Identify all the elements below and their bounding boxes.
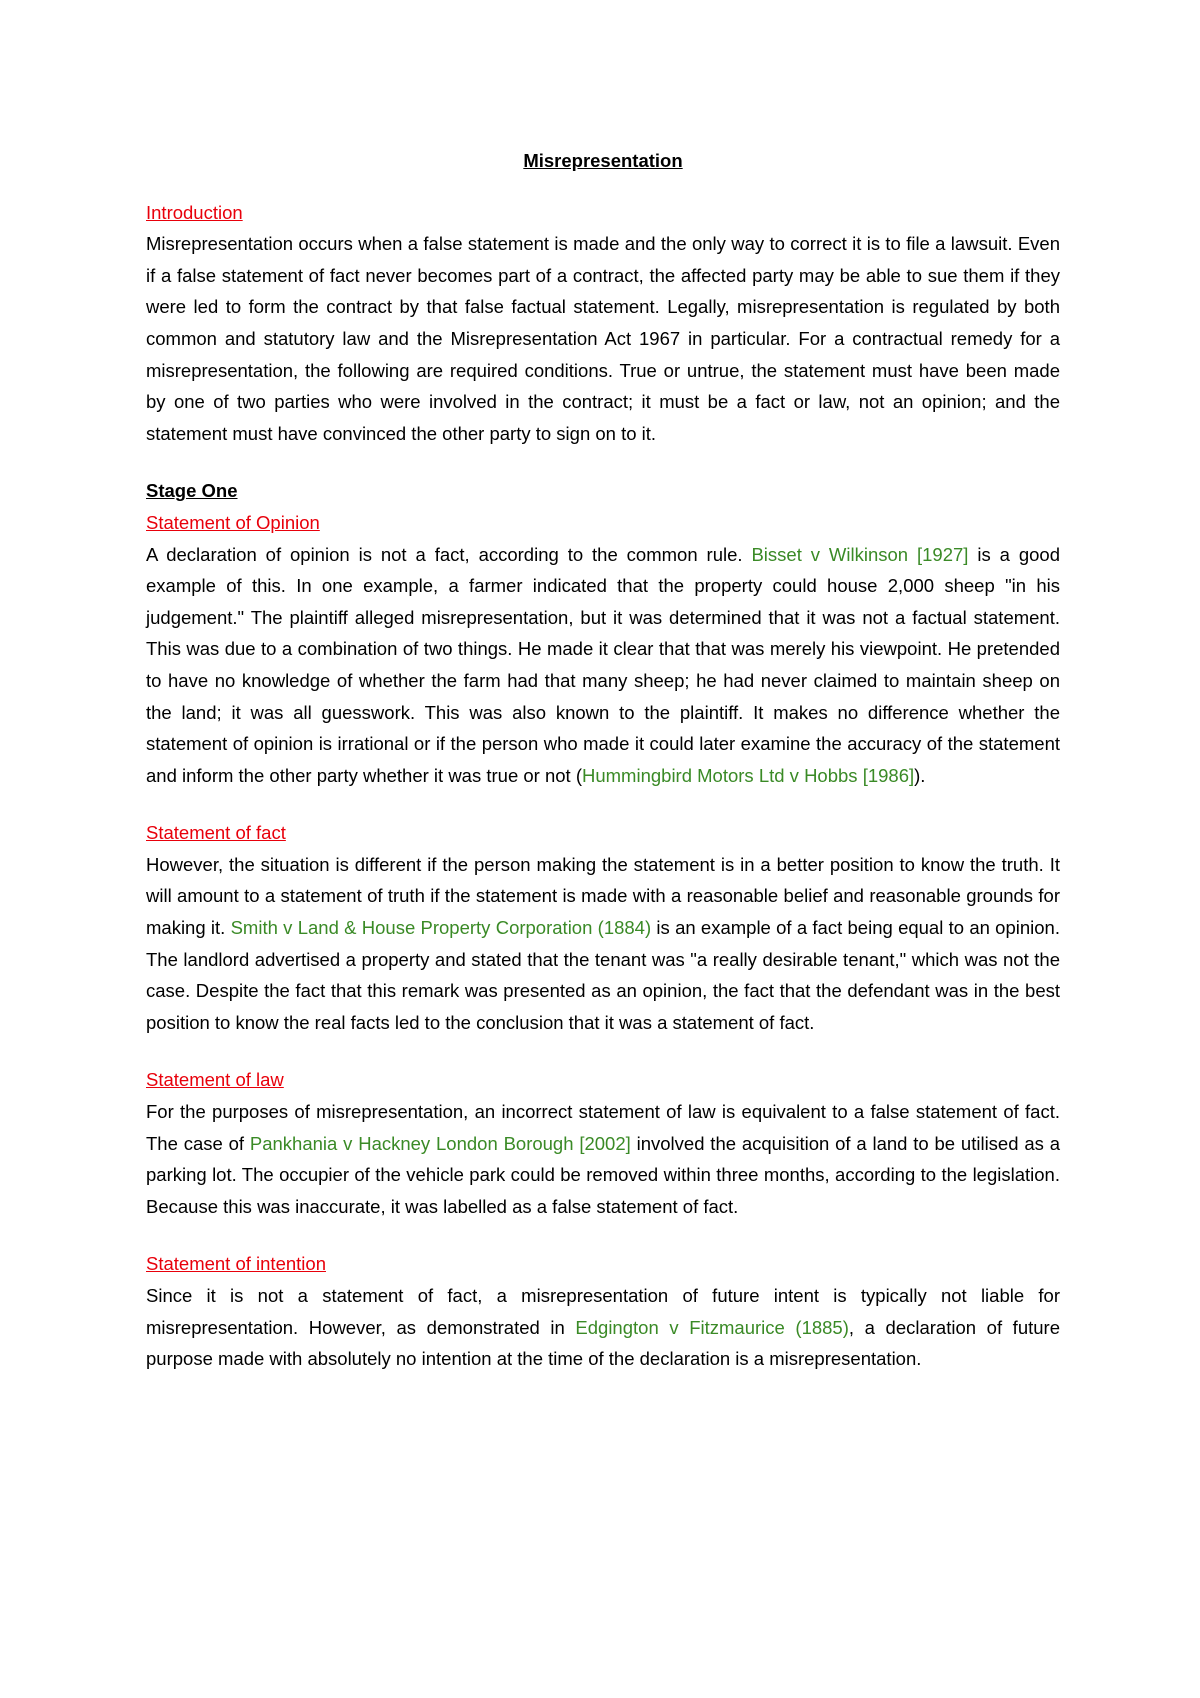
introduction-paragraph: Misrepresentation occurs when a false statement is made and the only way to correct it is to file a lawsuit. Even if a false statement of fact never becomes part of a contract, the affected party may be able to sue them if they were led to form the contract by that false factual statement. Legally, misrepresentation is regulated by both common and statutory law and the Misrepresentation Act 1967 in particular. For a contractual remedy for a misrepresentation, the following are required conditions. True or untrue, the statement must have been made by one of two parties who were involved in the contract; it must be a fact or law, not an opinion; and the statement must have convinced the other party to sign on to it.: [146, 233, 1060, 444]
heading-statement-of-law: Statement of law: [146, 1069, 284, 1091]
case-citation-bisset: Bisset v Wilkinson [1927]: [751, 543, 969, 565]
fact-text-2: is an example of a fact being equal to an opinion. The landlord advertised a property and stated that the tenant was "a really desirable tenant," which was not the case. Despite the fact that this remark was presented as an opinion, the fact that the defendant was in the best position to know the real facts led to the conclusion that it was a statement of fact.: [146, 917, 1060, 1033]
fact-text-1: However, the situation is different if the person making the statement is in a better position to know the truth. It will amount to a statement of truth if the statement is made with a reasonable belief and reasonable grounds for making it.: [146, 853, 1060, 939]
heading-statement-of-opinion: Statement of Opinion: [146, 511, 320, 533]
case-citation-hummingbird: Hummingbird Motors Ltd v Hobbs [1986]: [582, 764, 915, 786]
case-citation-smith: Smith v Land & House Property Corporation (1884): [230, 917, 652, 939]
opinion-text-2: is a good example of this. In one example, a farmer indicated that the property could house 2,000 sheep "in his judgement." The plaintiff alleged misrepresentation, but it was determined that it was not a factual statement. This was due to a combination of two things. He made it clear that that was merely his viewpoint. He pretended to have no knowledge of whether the farm had that many sheep; he had never claimed to maintain sheep on the land; it was all guesswork. This was also known to the plaintiff. It makes no difference whether the statement of opinion is irrational or if the person who made it could later examine the accuracy of the statement and inform the other party whether it was true or not (: [146, 543, 1060, 786]
heading-stage-one: Stage One: [146, 480, 238, 502]
heading-statement-of-intention: Statement of intention: [146, 1253, 326, 1275]
heading-statement-of-fact: Statement of fact: [146, 822, 286, 844]
document-page: [146, 145, 1060, 1401]
case-citation-pankhania: Pankhania v Hackney London Borough [2002]: [249, 1132, 631, 1154]
law-paragraph: [146, 1096, 1060, 1222]
intention-text-1: Since it is not a statement of fact, a misrepresentation of future intent is typically not liable for misrepresentation. However, as demonstrated in: [146, 1285, 1060, 1338]
document-title: Misrepresentation: [523, 150, 683, 171]
fact-paragraph: [146, 849, 1060, 1039]
case-citation-edgington: Edgington v Fitzmaurice (1885): [575, 1316, 849, 1338]
law-text-1: For the purposes of misrepresentation, an incorrect statement of law is equivalent to a false statement of fact. The case of: [146, 1101, 1060, 1154]
law-text-2: involved the acquisition of a land to be utilised as a parking lot. The occupier of the vehicle park could be removed within three months, according to the legislation. Because this was inaccurate, it was labelled as a false statement of fact.: [146, 1132, 1060, 1217]
intention-text-2: , a declaration of future purpose made with absolutely no intention at the time of the declaration is a misrepresentation.: [146, 1316, 1060, 1370]
intention-paragraph: [146, 1280, 1060, 1375]
opinion-text-1: A declaration of opinion is not a fact, according to the common rule.: [146, 543, 752, 565]
heading-introduction: Introduction: [146, 201, 243, 223]
opinion-paragraph: [146, 539, 1060, 792]
opinion-text-3: ).: [914, 764, 926, 786]
